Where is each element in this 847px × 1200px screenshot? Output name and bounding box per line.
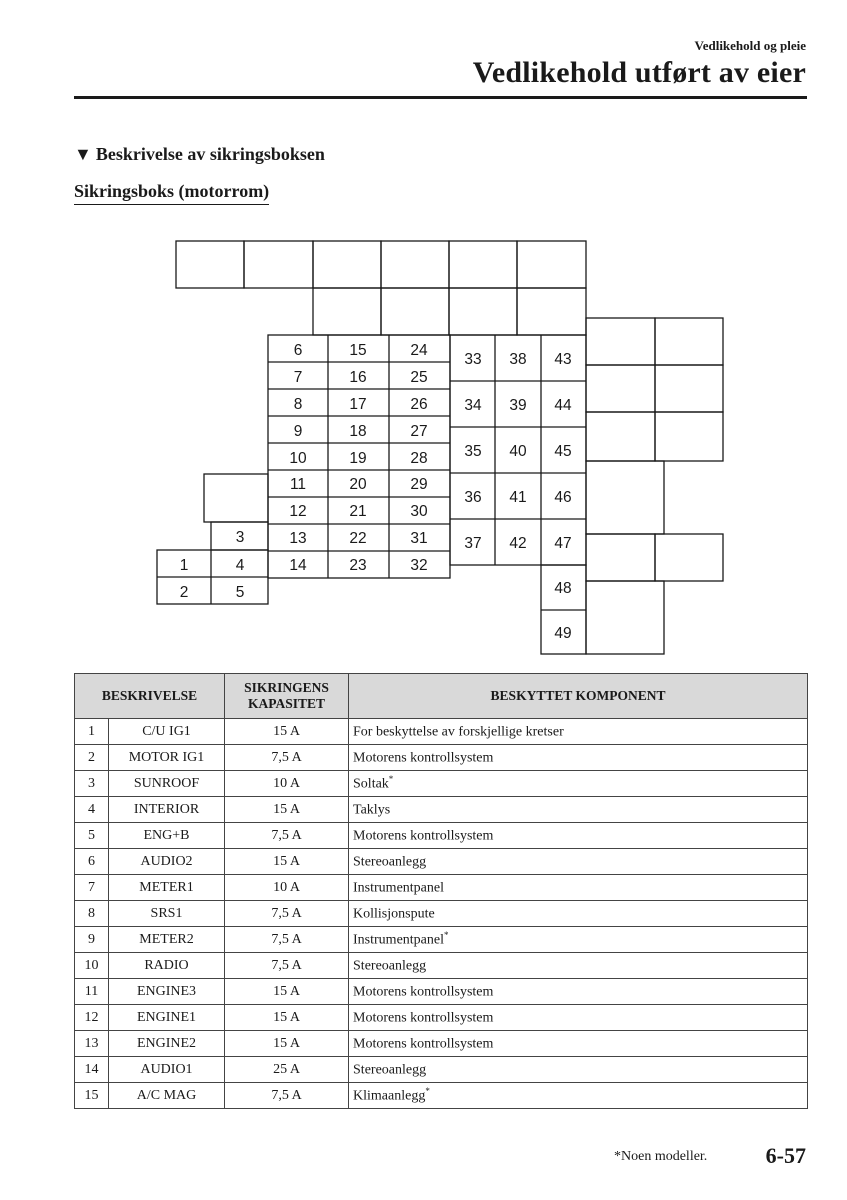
protected-component-text: Motorens kontrollsystem [353, 1010, 494, 1026]
section-heading-text: Beskrivelse av sikringsboksen [95, 144, 325, 164]
relay-slot [449, 241, 517, 288]
fuse-number-text: 6 [88, 853, 95, 869]
fuse-rating-text: 15 A [273, 1035, 300, 1051]
protected-component-text: Instrumentpanel [353, 880, 444, 896]
protected-component-text: For beskyttelse av forskjellige kretser [353, 724, 564, 740]
fuse-name [109, 1083, 225, 1109]
table-row [75, 875, 808, 901]
fuse-rating [225, 1005, 349, 1031]
relay-slot [449, 288, 517, 335]
page-number: 6-57 [765, 1143, 806, 1168]
fuse-label: 30 [410, 503, 428, 520]
fuse-label: 39 [509, 397, 527, 414]
fuse-rating-text: 7,5 A [271, 827, 302, 843]
fuse-label: 16 [349, 369, 367, 386]
fuse-label: 31 [410, 530, 428, 547]
fuse-rating [225, 927, 349, 953]
protected-component-text: Motorens kontrollsystem [353, 984, 494, 1000]
fuse-label: 4 [235, 557, 245, 574]
asterisk-mark: * [388, 774, 394, 785]
fuse-name [109, 849, 225, 875]
fuse-name [109, 1005, 225, 1031]
table-row [75, 745, 808, 771]
fuse-label: 49 [554, 625, 572, 642]
table-row [75, 719, 808, 745]
fuse-rating [225, 823, 349, 849]
relay-slot [655, 318, 723, 365]
fuse-label: 32 [410, 557, 428, 574]
protected-component-text: Instrumentpanel [353, 932, 444, 948]
fuse-label: 5 [235, 584, 245, 601]
fuse-name [109, 719, 225, 745]
fuse-label: 43 [554, 351, 572, 368]
fuse-rating [225, 745, 349, 771]
fuse-label: 41 [509, 489, 527, 506]
protected-component [349, 927, 808, 953]
page-title: Vedlikehold utført av eier [472, 56, 806, 89]
table-row [75, 953, 808, 979]
fuse-label: 38 [509, 351, 527, 368]
fuse-number [75, 953, 109, 979]
protected-component [349, 745, 808, 771]
protected-component-text: Stereoanlegg [353, 958, 427, 974]
fuse-name [109, 823, 225, 849]
fuse-label: 35 [464, 443, 482, 460]
protected-component [349, 771, 808, 797]
fuse-number [75, 797, 109, 823]
fuse-label: 6 [293, 342, 303, 359]
fuse-name [109, 745, 225, 771]
fuse-name [109, 1031, 225, 1057]
protected-component [349, 1083, 808, 1109]
fuse-number-text: 14 [84, 1061, 99, 1077]
fuse-rating-text: 15 A [273, 801, 300, 817]
relay-slot [517, 288, 586, 335]
fuse-label: 37 [464, 535, 482, 552]
fuse-name [109, 797, 225, 823]
protected-component-text: Taklys [353, 802, 391, 818]
fuse-number-text: 5 [88, 827, 95, 843]
table-row [75, 1083, 808, 1109]
fuse-rating [225, 953, 349, 979]
fuse-rating [225, 901, 349, 927]
fuse-rating [225, 849, 349, 875]
table-row [75, 979, 808, 1005]
fuse-name-text: ENGINE3 [136, 983, 197, 999]
protected-component-text: Motorens kontrollsystem [353, 750, 494, 766]
table-header-row [75, 674, 808, 719]
table-row [75, 1031, 808, 1057]
fuse-label: 21 [349, 503, 367, 520]
fuse-number-text: 3 [88, 775, 95, 791]
fuse-name-text: SRS1 [150, 905, 183, 921]
fuse-number-text: 11 [84, 983, 99, 999]
table-row [75, 1057, 808, 1083]
column-header-capacity [225, 674, 349, 719]
fuse-number-text: 4 [88, 801, 95, 817]
relay-slot [655, 365, 723, 412]
fuse-number [75, 927, 109, 953]
fuse-number [75, 745, 109, 771]
fuse-rating-text: 10 A [273, 879, 300, 895]
protected-component-text: Klimaanlegg [353, 1088, 426, 1104]
fuse-rating [225, 875, 349, 901]
fuse-label: 23 [349, 557, 367, 574]
fuse-name-text: AUDIO2 [140, 853, 193, 869]
fuse-name-text: C/U IG1 [142, 723, 191, 739]
fuse-name-text: AUDIO1 [140, 1061, 193, 1077]
fuse-number-text: 10 [84, 957, 99, 973]
protected-component [349, 849, 808, 875]
table-row [75, 823, 808, 849]
fuse-rating-text: 15 A [273, 723, 300, 739]
capacity-header-line2: KAPASITET [248, 696, 326, 711]
fuse-label: 14 [289, 557, 307, 574]
fuse-label: 27 [410, 423, 428, 440]
column-header-description: BESKRIVELSE [75, 674, 225, 719]
fuse-label: 24 [410, 342, 428, 359]
fuse-label: 18 [349, 423, 367, 440]
table-row [75, 1005, 808, 1031]
fuse-label: 42 [509, 535, 527, 552]
fuse-name [109, 875, 225, 901]
fuse-name-text: ENGINE1 [136, 1009, 197, 1025]
fuse-label: 12 [289, 503, 307, 520]
relay-slot [655, 412, 723, 461]
fuse-number-text: 15 [84, 1087, 99, 1103]
fuse-label: 47 [554, 535, 572, 552]
capacity-header-line1: SIKRINGENS [244, 680, 329, 695]
protected-component [349, 901, 808, 927]
fuse-label: 46 [554, 489, 572, 506]
fuse-rating-text: 15 A [273, 983, 300, 999]
fuse-name-text: INTERIOR [133, 801, 200, 817]
table-row [75, 927, 808, 953]
fuse-table [74, 673, 808, 1109]
fuse-label: 44 [554, 397, 572, 414]
asterisk-mark: * [425, 1086, 430, 1097]
fuse-rating-text: 7,5 A [271, 749, 302, 765]
fuse-name-text: METER1 [139, 879, 194, 895]
fuse-name [109, 771, 225, 797]
relay-slot [313, 241, 381, 288]
fuse-label: 45 [554, 443, 572, 460]
fuse-label: 1 [179, 557, 189, 574]
subsection-heading: Sikringsboks (motorrom) [74, 181, 269, 205]
fuse-name [109, 927, 225, 953]
fuse-rating-text: 15 A [273, 1009, 300, 1025]
fuse-rating-text: 25 A [273, 1061, 300, 1077]
asterisk-mark: * [444, 930, 449, 941]
fuse-label: 26 [410, 396, 428, 413]
relay-slot [244, 241, 313, 288]
relay-slot [313, 288, 381, 335]
fuse-number-text: 7 [88, 879, 95, 895]
fuse-label: 3 [235, 529, 245, 546]
fuse-number-text: 2 [88, 749, 95, 765]
relay-slot [176, 241, 244, 288]
relay-slot [586, 318, 655, 365]
fuse-number [75, 771, 109, 797]
fuse-name [109, 901, 225, 927]
fuse-number [75, 719, 109, 745]
protected-component-text: Motorens kontrollsystem [353, 828, 494, 844]
relay-slot [381, 288, 449, 335]
fuse-label: 10 [289, 450, 307, 467]
fuse-label: 25 [410, 369, 428, 386]
fuse-rating [225, 771, 349, 797]
column-header-component: BESKYTTET KOMPONENT [349, 674, 808, 719]
fuse-rating [225, 1083, 349, 1109]
protected-component [349, 797, 808, 823]
fuse-label: 2 [179, 584, 189, 601]
protected-component-text: Motorens kontrollsystem [353, 1036, 494, 1052]
fuse-number [75, 1083, 109, 1109]
fuse-label: 19 [349, 450, 367, 467]
fuse-number [75, 1005, 109, 1031]
table-row [75, 901, 808, 927]
protected-component [349, 1005, 808, 1031]
fuse-number [75, 979, 109, 1005]
fuse-rating [225, 1031, 349, 1057]
fuse-label: 15 [349, 342, 367, 359]
relay-slot [586, 581, 664, 654]
fuse-label: 9 [293, 423, 303, 440]
fuse-name-text: METER2 [139, 931, 194, 947]
fuse-label: 20 [349, 476, 367, 493]
fuse-number [75, 875, 109, 901]
fuse-rating [225, 1057, 349, 1083]
fuse-number-text: 1 [88, 723, 95, 739]
fuse-rating-text: 7,5 A [271, 957, 302, 973]
table-row [75, 771, 808, 797]
protected-component [349, 953, 808, 979]
fuse-label: 11 [289, 476, 307, 493]
fuse-name [109, 1057, 225, 1083]
fuse-name [109, 953, 225, 979]
fuse-name-text: SUNROOF [133, 775, 200, 791]
protected-component [349, 875, 808, 901]
fuse-label: 13 [289, 530, 307, 547]
fuse-name-text: ENG+B [143, 827, 190, 843]
protected-component-text: Kollisjonspute [353, 906, 435, 922]
fuse-label: 29 [410, 476, 428, 493]
relay-slot [381, 241, 449, 288]
fuse-name-text: A/C MAG [136, 1087, 197, 1103]
fuse-label: 33 [464, 351, 482, 368]
fuse-number-text: 8 [88, 905, 95, 921]
triangle-marker-icon: ▼ [74, 144, 92, 164]
fuse-label: 48 [554, 580, 572, 597]
protected-component-text: Stereoanlegg [353, 854, 427, 870]
relay-slot [517, 241, 586, 288]
fuse-label: 17 [349, 396, 367, 413]
fuse-label: 22 [349, 530, 367, 547]
relay-slot [586, 412, 655, 461]
footnote: *Noen modeller. [614, 1149, 708, 1164]
fuse-name-text: MOTOR IG1 [128, 749, 205, 765]
fuse-name-text: RADIO [144, 957, 189, 973]
fuse-rating-text: 7,5 A [271, 905, 302, 921]
protected-component [349, 823, 808, 849]
relay-slot [204, 474, 268, 522]
relay-slot [655, 534, 723, 581]
fuse-name [109, 979, 225, 1005]
protected-component [349, 1031, 808, 1057]
fuse-rating [225, 979, 349, 1005]
fuse-rating [225, 797, 349, 823]
fuse-rating-text: 7,5 A [271, 931, 302, 947]
fuse-rating-text: 10 A [273, 775, 300, 791]
table-row [75, 849, 808, 875]
fuse-label: 36 [464, 489, 482, 506]
fuse-number-text: 9 [88, 931, 95, 947]
protected-component [349, 719, 808, 745]
relay-slot [586, 365, 655, 412]
section-header: Vedlikehold og pleie [694, 38, 806, 53]
fuse-label: 28 [410, 450, 428, 467]
fuse-rating-text: 7,5 A [271, 1087, 302, 1103]
fuse-number [75, 849, 109, 875]
protected-component-text: Stereoanlegg [353, 1062, 427, 1078]
protected-component-text: Soltak [353, 776, 389, 792]
fuse-label: 7 [293, 369, 303, 386]
fuse-number [75, 1057, 109, 1083]
protected-component [349, 1057, 808, 1083]
fuse-number [75, 823, 109, 849]
table-row [75, 797, 808, 823]
fuse-label: 34 [464, 397, 482, 414]
fuse-label: 8 [293, 396, 303, 413]
relay-slot [586, 534, 655, 581]
fuse-number-text: 12 [84, 1009, 99, 1025]
fuse-rating [225, 719, 349, 745]
fuse-number-text: 13 [84, 1035, 99, 1051]
fuse-number [75, 1031, 109, 1057]
relay-slot [586, 461, 664, 534]
fuse-label: 40 [509, 443, 527, 460]
protected-component [349, 979, 808, 1005]
fuse-rating-text: 15 A [273, 853, 300, 869]
fuse-number [75, 901, 109, 927]
fuse-name-text: ENGINE2 [136, 1035, 197, 1051]
